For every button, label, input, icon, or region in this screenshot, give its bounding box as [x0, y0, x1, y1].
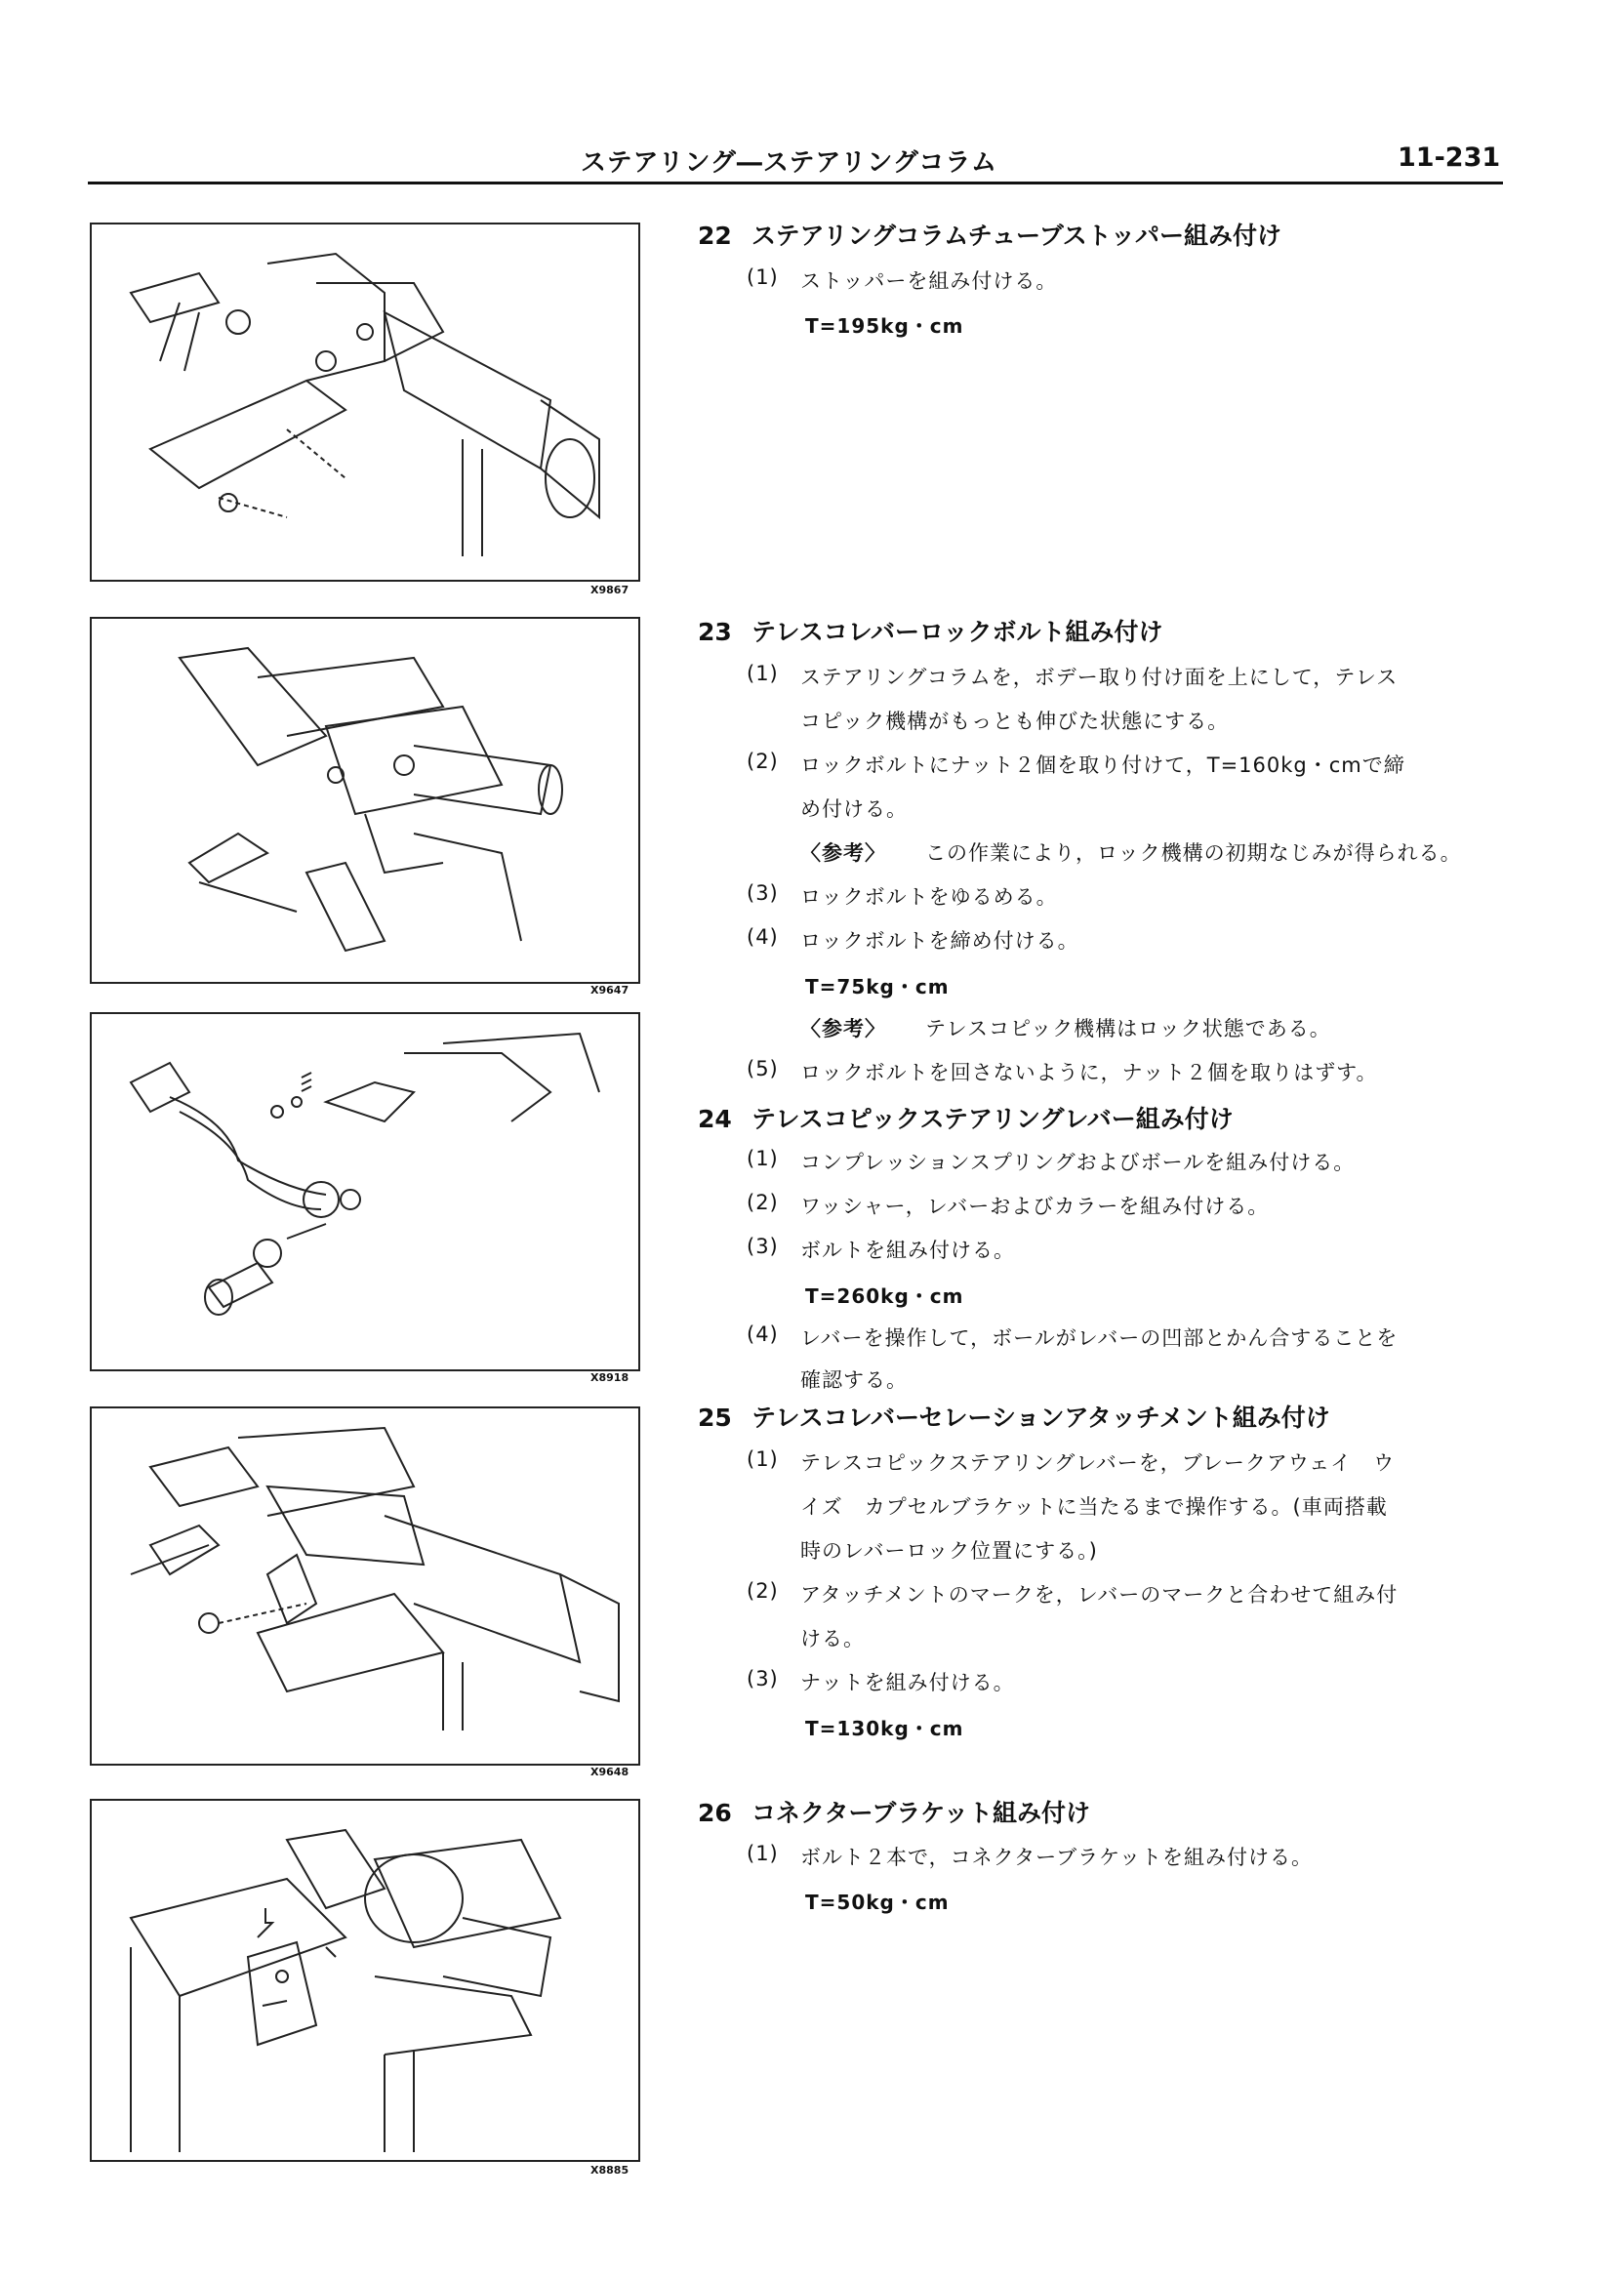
figure-code: X9647 — [590, 984, 629, 997]
section-23-heading: 23 テレスコレバーロックボルト組み付け — [698, 618, 1163, 646]
section-26-heading: 26 コネクターブラケット組み付け — [698, 1799, 1091, 1827]
figure-code: X9867 — [590, 584, 629, 596]
section-24-heading: 24 テレスコピックステアリングレバー組み付け — [698, 1105, 1234, 1133]
section-23-step-1-cont: コピック機構がもっとも伸びた状態にする。 — [800, 710, 1230, 733]
connector-bracket-illustration — [92, 1801, 638, 2160]
section-25-step-2-cont: ける。 — [800, 1627, 865, 1650]
section-24-step-4-cont: 確認する。 — [800, 1368, 908, 1392]
section-25-torque: T=130kg・cm — [805, 1717, 964, 1740]
section-25-step-1-cont-2: 時のレバーロック位置にする。) — [800, 1539, 1098, 1563]
header-rule — [88, 182, 1503, 184]
section-26-torque: T=50kg・cm — [805, 1891, 950, 1914]
page-number: 11-231 — [1398, 142, 1501, 173]
page-title: ステアリング―ステアリングコラム — [581, 148, 998, 178]
section-22-heading: 22 ステアリングコラムチューブストッパー組み付け — [698, 222, 1282, 250]
figure-serration-attachment — [90, 1406, 640, 1766]
lock-bolt-illustration — [92, 619, 638, 982]
figure-lock-bolt — [90, 617, 640, 984]
section-24-torque: T=260kg・cm — [805, 1284, 964, 1308]
section-25-step-1-cont: イズ カプセルブラケットに当たるまで操作する。(車両搭載 — [800, 1495, 1388, 1519]
figure-code: X8918 — [590, 1371, 629, 1384]
telescopic-lever-illustration — [92, 1014, 638, 1369]
serration-attachment-illustration — [92, 1408, 638, 1764]
section-25-heading: 25 テレスコレバーセレーションアタッチメント組み付け — [698, 1404, 1330, 1432]
section-23-step-2-cont: め付ける。 — [800, 797, 908, 821]
figure-telescopic-lever — [90, 1012, 640, 1371]
figure-connector-bracket — [90, 1799, 640, 2162]
figure-stopper-install — [90, 223, 640, 582]
figure-code: X8885 — [590, 2164, 629, 2177]
section-23-torque: T=75kg・cm — [805, 975, 950, 998]
section-23-reference-1: 〈参考〉 この作業により，ロック機構の初期なじみが得られる。 — [800, 841, 1462, 865]
section-22-torque: T=195kg・cm — [805, 314, 964, 338]
section-23-reference-2: 〈参考〉 テレスコピック機構はロック状態である。 — [800, 1017, 1331, 1040]
steering-column-illustration — [92, 224, 638, 580]
figure-code: X9648 — [590, 1766, 629, 1778]
